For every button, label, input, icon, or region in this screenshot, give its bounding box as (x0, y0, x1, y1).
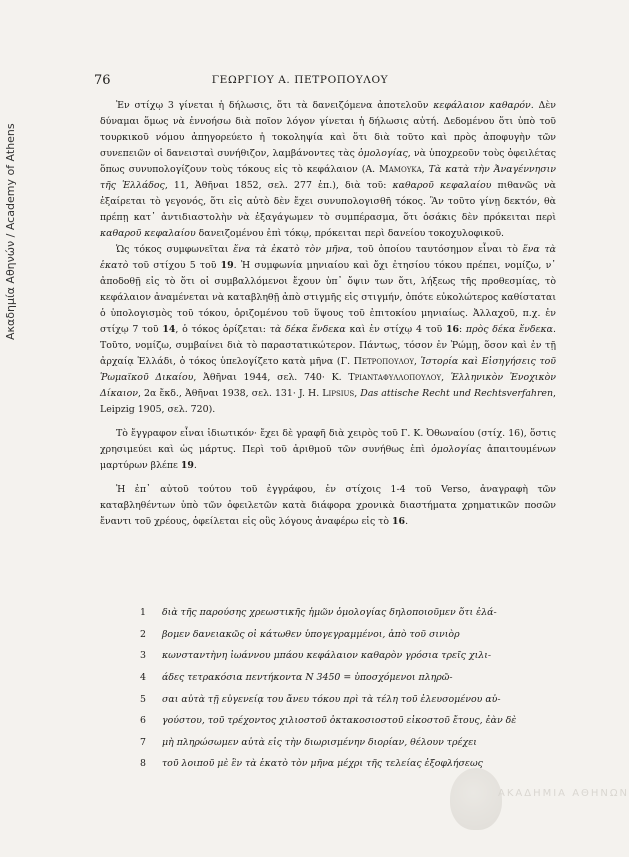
italic-run: τὰ δέκα ἕνδεκα (269, 324, 346, 335)
paragraph-4 (100, 482, 556, 530)
italic-run: Τὰ κατὰ τὴν Ἀναγέννησιν τῆς Ἑλλάδος (100, 164, 557, 191)
italic-run: ὁμολογίας (357, 148, 408, 159)
italic-run: πρὸς δέκα ἕνδεκα (465, 324, 554, 335)
text-run: Ἐν στίχῳ 3 γίνεται ἡ δήλωσις, ὅτι τὰ δανειζόμενα ἀποτελοῦν (116, 100, 434, 111)
line-number: 2 (140, 628, 146, 640)
academy-seal-icon (450, 768, 502, 830)
italic-run: ὁμολογίας (431, 444, 481, 455)
text-run: , ὁ τόκος ὁρίζεται: (175, 324, 270, 335)
text-run: , (354, 388, 361, 399)
italic-run: Das attische Recht und Rechtsverfahren (360, 388, 554, 399)
line-number: 3 (140, 650, 146, 662)
author-name: Lipsius (322, 388, 355, 399)
text-run: , Leipzig 1905, σελ. 720). (100, 388, 556, 415)
italic-run: ἕνα τὰ ἑκατὸ τὸν μῆνα (233, 244, 350, 255)
line-text: άδες τετρακόσια πεντήκοντα Ν 3450 = ὑποσχόμενοι πληρῶ- (162, 672, 453, 684)
transcription-line (140, 710, 560, 732)
text-run: πιθανῶς νὰ ἐξαίρεται τὸ γεγονός, ὅτι εἰς αὐτὸ δὲν ἔχει συνυπολογισθῆ τόκος. Ἂν τοῦτο γίνῃ δεκτόν, θὰ πρέπῃ κατ᾽ ἀντιδιαστολὴν νὰ ἐξαγάγωμεν τὸ συμπέρασμα, ὅτι ὁσάκις δὲν πρόκειται περὶ (100, 180, 556, 223)
text-run: , τοῦ ὁποίου ταυτόσημον εἶναι τὸ (349, 244, 523, 255)
italic-run: καθαροῦ κεφαλαίου (100, 228, 196, 239)
line-text: κωνσταντὴνη ἰωάννου μπάου κεφάλαιον καθαρὸν γρόσια τρεῖς χιλι- (162, 650, 492, 662)
text-run: , νὰ ὑποχρεοῦν τοὺς ὀφειλέτας ὅπως συνυπολογίζουν τοὺς τόκους εἰς τὸ κεφάλαιον (Α. (100, 148, 556, 175)
text-run: , Ἀθῆναι 1944, σελ. 740· Κ. (193, 372, 349, 383)
line-number: 5 (140, 693, 146, 705)
document-ref: 16 (445, 324, 459, 335)
transcription-line (140, 602, 560, 624)
transcription-line (140, 624, 560, 646)
academy-watermark (440, 760, 629, 840)
paragraph-1 (100, 98, 556, 242)
line-number: 8 (140, 758, 146, 770)
line-text: μὴ πληρώσωμεν αὐτὰ εἰς τὴν διωρισμένην διορίαν, θέλουν τρέχει (162, 736, 477, 748)
text-run: : (458, 324, 466, 335)
running-head: ΓΕΩΡΓΙΟΥ Α. ΠΕΤΡΟΠΟΥΛΟΥ (211, 74, 389, 86)
page-number: 76 (94, 73, 111, 88)
italic-run: Ἱστορία καὶ Εἰσηγήσεις τοῦ Ῥωμαϊκοῦ Δικαίου (100, 356, 556, 383)
line-text: σαι αὐτὰ τῇ εὐγενείᾳ του ἄνευ τόκου πρὶ τὰ τέλη τοῦ ἐλευσομένου αὐ- (162, 693, 501, 705)
archive-credit: Ακαδημία Αθηνών / Academy of Athens (4, 123, 17, 340)
paragraph-2 (100, 242, 556, 418)
document-ref: 16 (392, 516, 406, 527)
document-ref: 19 (220, 260, 234, 271)
main-text (100, 98, 556, 530)
line-text: διὰ τῆς παρούσης χρεωστικῆς ἡμῶν ὁμολογίας δηλοποιοῦμεν ὅτι ἐλά- (162, 607, 497, 619)
text-run: δανειζομένου ἐπὶ τόκῳ, πρόκειται περὶ δανείου τοκοχυλοφικοῦ. (195, 228, 505, 239)
italic-run: κεφάλαιον καθαρόν (433, 100, 531, 111)
line-number: 4 (140, 672, 146, 684)
author-name: Μαμουκα (379, 164, 422, 175)
text-run: Ἡ ἐπ᾽ αὐτοῦ τούτου τοῦ ἐγγράφου, ἐν στίχοις 1-4 τοῦ Verso, ἀναγραφὴ τῶν καταβληθέντων ὑπὸ τῶν ὀφειλετῶν κατὰ διάφορα χρονικὰ διαστήματα χρηματικῶν ποσῶν ἔναντι τοῦ χρέους, ὀφείλεται εἰς οὓς λόγους ἀναφέρω εἰς τὸ (100, 484, 556, 527)
text-run: , 2α ἔκδ., Ἀθῆναι 1938, σελ. 131· J. H. (137, 388, 323, 399)
text-run: . (405, 516, 409, 527)
line-number: 7 (140, 736, 146, 748)
author-name: Τριανταφυλλοπουλου (348, 372, 442, 383)
line-number: 1 (140, 607, 146, 619)
transcription-line (140, 667, 560, 689)
text-run: καὶ ἐν στίχῳ 4 τοῦ (345, 324, 446, 335)
text-run: Τὸ ἔγγραφον εἶναι ἰδιωτικόν· ἔχει δὲ γραφῆ διὰ χειρὸς τοῦ Γ. Κ. Ὀθωναίου (στίχ. 16), ὅστις χρησιμεύει καὶ ὡς μάρτυς. Περὶ τοῦ ἀριθμοῦ τῶν συνήθως ἐπὶ (100, 428, 556, 455)
paragraph-3 (100, 426, 556, 474)
text-run: , (441, 372, 451, 383)
text-run: , (421, 164, 429, 175)
text-run: , 11, Ἀθῆναι 1852, σελ. 277 ἑπ.), διὰ τοῦ: (164, 180, 393, 191)
italic-run: Ἑλληνικὸν Ἐνοχικὸν Δίκαιον (100, 372, 556, 399)
transcription-line (140, 688, 560, 710)
text-run: τοῦ στίχου 5 τοῦ (128, 260, 221, 271)
line-text: γούστου, τοῦ τρέχοντος χιλιοστοῦ ὀκτακοσιοστοῦ εἰκοστοῦ ἔτους, ἐὰν δὲ (162, 715, 517, 727)
text-run: . Τοῦτο, νομίζω, συμβαίνει διὰ τὸ παραστατικώτερον. Πάντως, τόσον ἐν Ῥώμῃ, ὅσον καὶ ἐν τῇ ἀρχαίᾳ Ἑλλάδι, ὁ τόκος ὑπελογίζετο κατὰ μῆνα (Γ. (100, 324, 556, 367)
document-ref: 19 (180, 460, 194, 471)
text-run: Ὡς τόκος συμφωνεῖται (116, 244, 234, 255)
transcription-line (140, 645, 560, 667)
italic-run: ἕνα τὰ ἑκατὸ (100, 244, 557, 271)
author-name: Πετροπουλου (353, 356, 415, 367)
line-text: τοῦ λοιποῦ μὲ ἓν τὰ ἑκατὸ τὸν μῆνα μέχρι τῆς τελείας ἐξοφλήσεως (162, 758, 483, 770)
document-transcription (140, 602, 560, 775)
transcription-line (140, 732, 560, 754)
document-ref: 14 (162, 324, 176, 335)
text-run: ἀπαιτουμένων μαρτύρων βλέπε (100, 444, 556, 471)
text-run: . (193, 460, 197, 471)
watermark-text: ΑΚΑΔΗΜΙΑ ΑΘΗΝΩΝ (498, 788, 629, 799)
italic-run: καθαροῦ κεφαλαίου (392, 180, 492, 191)
text-run: , (414, 356, 421, 367)
text-run: . Ἡ συμφωνία μηνιαίου καὶ ὄχι ἐτησίου τόκου πρέπει, νομίζω, ν᾽ ἀποδοθῇ εἰς τὸ ὅτι οἱ συμβαλλόμενοι ἔχουν ὑπ᾽ ὄψιν των ὅτι, λήξεως τῆς προθεσμίας, τὸ κεφάλαιον ἀναμένεται νὰ καταβληθῇ ἀπὸ στιγμῆς εἰς στιγμήν, ὁπότε εὐκολώτερος καθίσταται ὁ ὑπολογισμὸς τοῦ τόκου, ὁριζομένου τοῦ ὕψους τοῦ ἐπιτοκίου μηνιαίως. Ἀλλαχοῦ, π.χ. ἐν στίχῳ 7 τοῦ (100, 260, 556, 335)
text-run: . Δὲν δύναμαι ὅμως νὰ ἐννοήσω διὰ ποῖον λόγον γίνεται ἡ δήλωσις αὐτή. Δεδομένου ὅτι ὑπὸ τοῦ τουρκικοῦ νόμου ἀπηγορεύετο ἡ τοκοληψία καὶ ὅτι διὰ τοῦτο καὶ πρὸς ἀποφυγὴν τῶν συνεπειῶν οἱ δανεισταὶ συνήθιζον, λαμβάνοντες τὰς (100, 100, 556, 159)
line-text: βομεν δανειακῶς οἱ κάτωθεν ὑπογεγραμμένοι, ἀπὸ τοῦ σινιὸρ (162, 628, 460, 640)
line-number: 6 (140, 715, 146, 727)
